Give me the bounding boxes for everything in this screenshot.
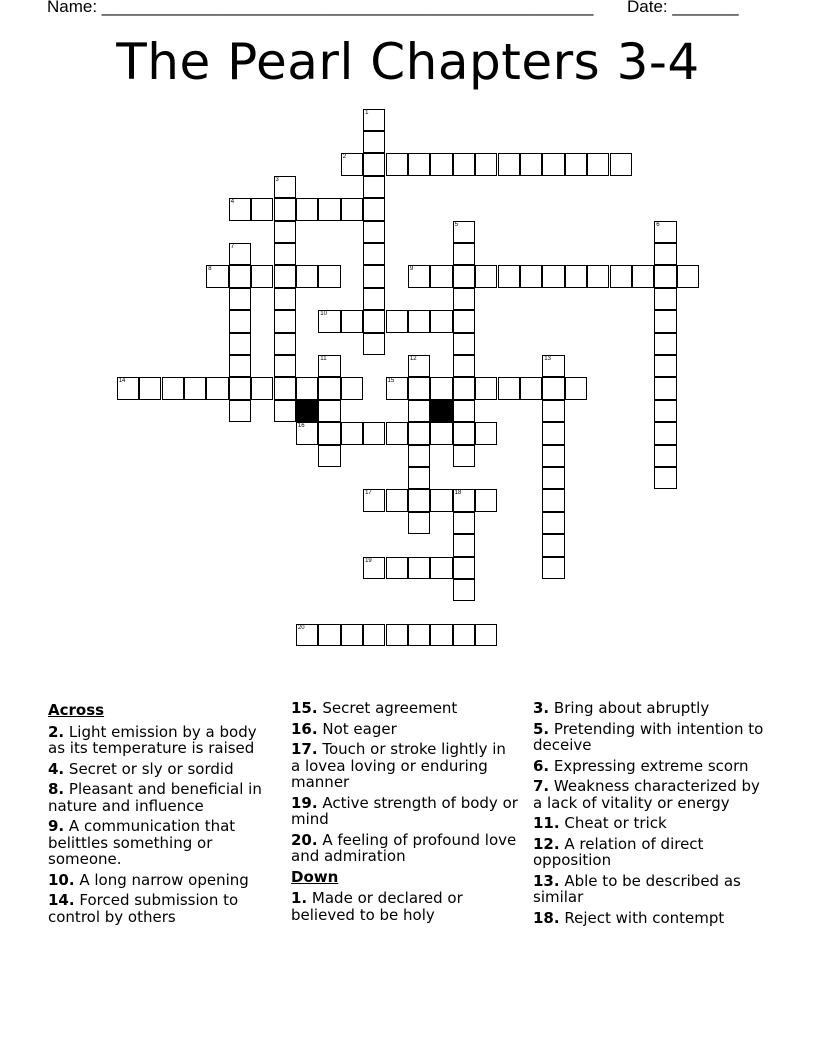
grid-cell[interactable] (363, 422, 385, 444)
grid-cell[interactable] (542, 400, 564, 422)
grid-cell[interactable] (318, 624, 340, 646)
grid-cell[interactable] (386, 624, 408, 646)
grid-cell[interactable] (453, 445, 475, 467)
grid-cell[interactable] (296, 422, 318, 444)
grid-cell[interactable] (363, 131, 385, 153)
grid-cell[interactable] (408, 557, 430, 579)
grid-cell[interactable] (408, 310, 430, 332)
grid-cell[interactable] (363, 557, 385, 579)
grid-cell[interactable] (542, 557, 564, 579)
grid-cell[interactable] (430, 265, 452, 287)
grid-cell[interactable] (408, 377, 430, 399)
grid-cell[interactable] (117, 377, 139, 399)
grid-cell[interactable] (453, 579, 475, 601)
clue-across-8: 8. Pleasant and beneficial in nature and influence (48, 780, 262, 815)
grid-cell[interactable] (542, 377, 564, 399)
clue-number: 2 (342, 154, 347, 161)
grid-cell[interactable] (363, 624, 385, 646)
grid-cell[interactable] (139, 377, 161, 399)
grid-cell[interactable] (408, 355, 430, 377)
clues-column-3 (533, 700, 773, 930)
grid-cell[interactable] (206, 377, 228, 399)
clues-column-2 (291, 700, 519, 927)
grid-cell[interactable] (229, 243, 251, 265)
grid-cell[interactable] (363, 489, 385, 511)
grid-cell[interactable] (251, 377, 273, 399)
grid-cell[interactable] (296, 198, 318, 220)
grid-cell[interactable] (318, 355, 340, 377)
grid-cell[interactable] (229, 377, 251, 399)
grid-cell[interactable] (542, 489, 564, 511)
clue-number: 17 (365, 490, 372, 497)
grid-cell[interactable] (453, 422, 475, 444)
black-square (296, 400, 318, 422)
grid-cell[interactable] (363, 243, 385, 265)
grid-cell[interactable] (363, 265, 385, 287)
grid-cell[interactable] (386, 489, 408, 511)
grid-cell[interactable] (274, 333, 296, 355)
grid-cell[interactable] (274, 221, 296, 243)
grid-cell[interactable] (229, 198, 251, 220)
grid-cell[interactable] (251, 265, 273, 287)
grid-cell[interactable] (296, 377, 318, 399)
grid-cell[interactable] (341, 198, 363, 220)
grid-cell[interactable] (430, 310, 452, 332)
grid-cell[interactable] (408, 265, 430, 287)
grid-cell[interactable] (251, 198, 273, 220)
grid-cell[interactable] (274, 400, 296, 422)
grid-cell[interactable] (498, 265, 520, 287)
grid-cell[interactable] (475, 489, 497, 511)
clue-number: 14 (118, 378, 126, 385)
grid-cell[interactable] (654, 445, 676, 467)
grid-cell[interactable] (318, 198, 340, 220)
grid-cell[interactable] (475, 265, 497, 287)
grid-cell[interactable] (498, 153, 520, 175)
grid-cell[interactable] (274, 265, 296, 287)
grid-cell[interactable] (318, 400, 340, 422)
grid-cell[interactable] (654, 243, 676, 265)
grid-cell[interactable] (587, 265, 609, 287)
grid-cell[interactable] (274, 176, 296, 198)
grid-cell[interactable] (654, 288, 676, 310)
grid-cell[interactable] (542, 355, 564, 377)
clue-down-18: 18. Reject with contempt (533, 908, 725, 927)
grid-cell[interactable] (363, 288, 385, 310)
clue-number: 18 (454, 490, 462, 497)
clue-number: 5 (454, 221, 459, 228)
grid-cell[interactable] (206, 265, 228, 287)
clue-across-17: 17. Touch or stroke lightly in a lovea loving or enduring manner (291, 740, 506, 791)
grid-cell[interactable] (654, 377, 676, 399)
grid-cell[interactable] (274, 310, 296, 332)
clues-column-1 (48, 700, 273, 929)
grid-cell[interactable] (430, 624, 452, 646)
clue-number: 15 (387, 378, 395, 385)
grid-cell[interactable] (565, 377, 587, 399)
grid-cell[interactable] (408, 467, 430, 489)
grid-cell[interactable] (296, 624, 318, 646)
grid-cell[interactable] (162, 377, 184, 399)
grid-cell[interactable] (542, 422, 564, 444)
grid-cell[interactable] (184, 377, 206, 399)
grid-cell[interactable] (453, 377, 475, 399)
grid-cell[interactable] (274, 198, 296, 220)
grid-cell[interactable] (363, 221, 385, 243)
clue-number: 3 (275, 176, 279, 183)
grid-cell[interactable] (453, 310, 475, 332)
clue-down-5: 5. Pretending with intention to deceive (533, 719, 764, 754)
clue-number: 6 (656, 221, 660, 228)
clue-number: 20 (297, 624, 305, 631)
name-field-label: Name: ____________________________________________________ (47, 0, 594, 16)
grid-cell[interactable] (386, 557, 408, 579)
grid-cell[interactable] (654, 355, 676, 377)
grid-cell[interactable] (386, 153, 408, 175)
grid-cell[interactable] (654, 221, 676, 243)
grid-cell[interactable] (229, 400, 251, 422)
grid-cell[interactable] (408, 512, 430, 534)
grid-cell[interactable] (318, 310, 340, 332)
down-heading: Down (291, 867, 339, 886)
grid-cell[interactable] (274, 243, 296, 265)
grid-cell[interactable] (453, 489, 475, 511)
grid-cell[interactable] (408, 400, 430, 422)
grid-cell[interactable] (654, 265, 676, 287)
grid-cell[interactable] (363, 153, 385, 175)
grid-cell[interactable] (408, 445, 430, 467)
black-square (430, 400, 452, 422)
grid-cell[interactable] (453, 153, 475, 175)
grid-cell[interactable] (453, 265, 475, 287)
clue-number: 9 (409, 266, 414, 273)
grid-cell[interactable] (520, 377, 542, 399)
clue-number: 10 (320, 311, 327, 318)
clue-across-4: 4. Secret or sly or sordid (48, 759, 234, 778)
grid-cell[interactable] (430, 422, 452, 444)
grid-cell[interactable] (386, 422, 408, 444)
grid-cell[interactable] (520, 265, 542, 287)
grid-cell[interactable] (408, 153, 430, 175)
clue-across-9: 9. A communication that belittles something or someone. (48, 817, 236, 868)
grid-cell[interactable] (386, 377, 408, 399)
clue-across-15: 15. Secret agreement (291, 699, 458, 717)
puzzle-title: The Pearl Chapters 3-4 (116, 33, 700, 91)
grid-cell[interactable] (274, 355, 296, 377)
clue-number: 11 (320, 356, 327, 362)
grid-cell[interactable] (363, 333, 385, 355)
grid-cell[interactable] (408, 422, 430, 444)
grid-cell[interactable] (587, 153, 609, 175)
grid-cell[interactable] (430, 377, 452, 399)
grid-cell[interactable] (475, 377, 497, 399)
grid-cell[interactable] (453, 333, 475, 355)
grid-cell[interactable] (542, 534, 564, 556)
clue-across-16: 16. Not eager (291, 719, 397, 738)
grid-cell[interactable] (453, 243, 475, 265)
grid-cell[interactable] (430, 557, 452, 579)
grid-cell[interactable] (341, 377, 363, 399)
grid-cell[interactable] (542, 153, 564, 175)
grid-cell[interactable] (610, 153, 632, 175)
grid-cell[interactable] (229, 333, 251, 355)
clue-across-20: 20. A feeling of profound love and admiration (291, 830, 517, 865)
grid-cell[interactable] (318, 422, 340, 444)
grid-cell[interactable] (229, 310, 251, 332)
grid-cell[interactable] (654, 310, 676, 332)
grid-cell[interactable] (520, 153, 542, 175)
grid-cell[interactable] (453, 221, 475, 243)
grid-cell[interactable] (677, 265, 699, 287)
grid-cell[interactable] (542, 512, 564, 534)
grid-cell[interactable] (296, 265, 318, 287)
grid-cell[interactable] (453, 557, 475, 579)
grid-cell[interactable] (430, 153, 452, 175)
grid-cell[interactable] (318, 265, 340, 287)
clue-down-12: 12. A relation of direct opposition (533, 834, 704, 869)
grid-cell[interactable] (475, 422, 497, 444)
clue-across-14: 14. Forced submission to control by others (48, 891, 239, 926)
grid-cell[interactable] (229, 288, 251, 310)
clue-across-19: 19. Active strength of body or mind (291, 793, 518, 828)
grid-cell[interactable] (229, 355, 251, 377)
grid-cell[interactable] (498, 377, 520, 399)
grid-cell[interactable] (274, 288, 296, 310)
grid-cell[interactable] (453, 288, 475, 310)
grid-cell[interactable] (229, 265, 251, 287)
clue-number: 12 (409, 356, 417, 362)
clue-down-6: 6. Expressing extreme scorn (533, 756, 749, 775)
grid-cell[interactable] (475, 153, 497, 175)
grid-cell[interactable] (654, 467, 676, 489)
clue-down-13: 13. Able to be described as similar (533, 871, 741, 906)
grid-cell[interactable] (453, 400, 475, 422)
grid-cell[interactable] (475, 624, 497, 646)
clue-number: 1 (365, 109, 369, 116)
grid-cell[interactable] (453, 624, 475, 646)
clue-across-10: 10. A long narrow opening (48, 870, 249, 889)
grid-cell[interactable] (654, 400, 676, 422)
grid-cell[interactable] (453, 534, 475, 556)
grid-cell[interactable] (430, 489, 452, 511)
grid-cell[interactable] (318, 377, 340, 399)
clue-number: 7 (230, 244, 235, 250)
grid-cell[interactable] (408, 489, 430, 511)
grid-cell[interactable] (363, 310, 385, 332)
grid-cell[interactable] (565, 153, 587, 175)
grid-cell[interactable] (654, 422, 676, 444)
grid-cell[interactable] (341, 153, 363, 175)
grid-cell[interactable] (542, 445, 564, 467)
grid-cell[interactable] (632, 265, 654, 287)
clue-number: 19 (365, 557, 372, 564)
clue-down-3: 3. Bring about abruptly (533, 699, 710, 717)
grid-cell[interactable] (565, 265, 587, 287)
clue-number: 16 (297, 423, 305, 430)
clue-down-7: 7. Weakness characterized by a lack of vitality or energy (533, 777, 760, 812)
clue-down-1: 1. Made or declared or believed to be holy (291, 889, 463, 924)
clue-across-2: 2. Light emission by a body as its temperature is raised (48, 722, 257, 757)
clue-number: 13 (544, 356, 551, 362)
grid-cell[interactable] (408, 624, 430, 646)
clue-down-11: 11. Cheat or trick (533, 814, 667, 832)
grid-cell[interactable] (610, 265, 632, 287)
grid-cell[interactable] (363, 109, 385, 131)
clue-number: 8 (208, 266, 212, 273)
grid-cell[interactable] (341, 422, 363, 444)
clue-number: 4 (230, 199, 235, 206)
grid-cell[interactable] (363, 198, 385, 220)
grid-cell[interactable] (274, 377, 296, 399)
grid-cell[interactable] (363, 176, 385, 198)
grid-cell[interactable] (453, 355, 475, 377)
grid-cell[interactable] (453, 512, 475, 534)
grid-cell[interactable] (542, 467, 564, 489)
grid-cell[interactable] (341, 310, 363, 332)
grid-cell[interactable] (318, 445, 340, 467)
grid-cell[interactable] (386, 310, 408, 332)
grid-cell[interactable] (654, 333, 676, 355)
date-field-label: Date: _______ (627, 0, 739, 16)
grid-cell[interactable] (341, 624, 363, 646)
across-heading: Across (48, 701, 105, 719)
grid-cell[interactable] (542, 265, 564, 287)
